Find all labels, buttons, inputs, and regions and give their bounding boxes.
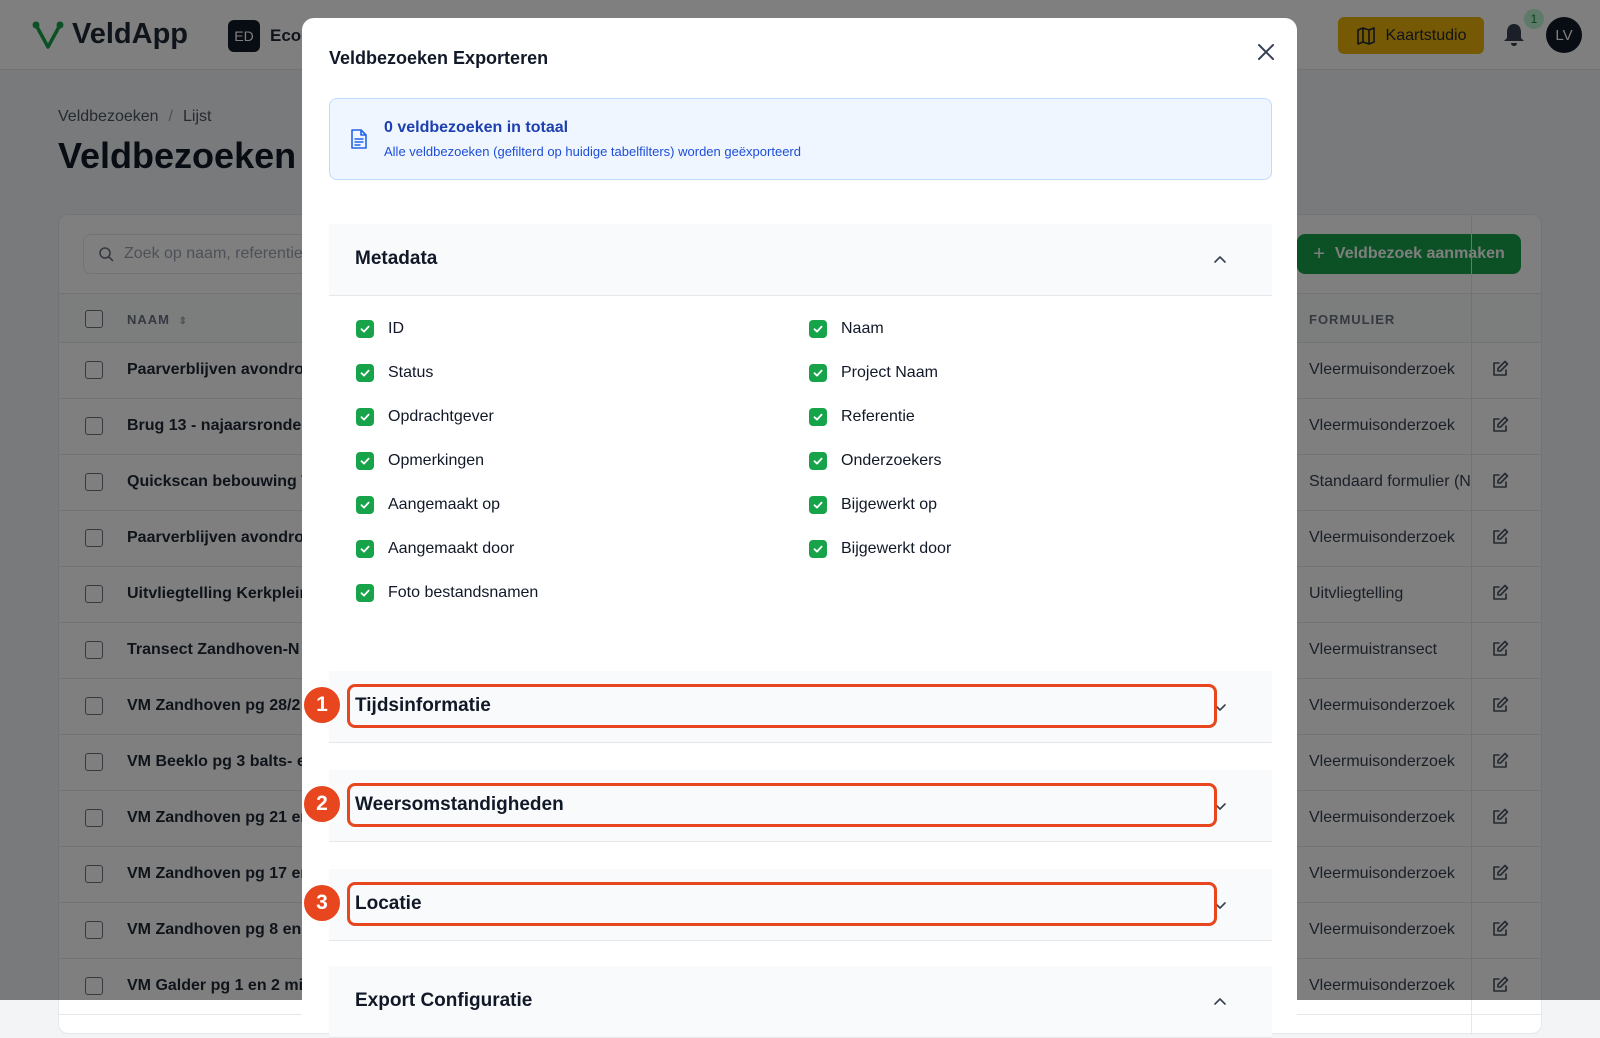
checkmark-icon bbox=[359, 587, 371, 599]
metadata-field-foto-bestandsnamen[interactable] bbox=[356, 584, 538, 602]
field-label: Aangemaakt door bbox=[388, 540, 515, 557]
locatie-section-title: Locatie bbox=[355, 893, 422, 914]
checkmark-icon bbox=[812, 411, 824, 423]
checkmark-icon bbox=[812, 499, 824, 511]
field-checkbox[interactable] bbox=[809, 408, 827, 426]
checkmark-icon bbox=[359, 323, 371, 335]
weersomstandigheden-section-title: Weersomstandigheden bbox=[355, 794, 564, 815]
metadata-field-aangemaakt-door[interactable] bbox=[356, 540, 514, 558]
chevron-up-icon bbox=[1211, 993, 1229, 1011]
highlight-box-tijdsinformatie bbox=[347, 684, 1217, 728]
field-label: Status bbox=[388, 364, 434, 381]
field-label: Naam bbox=[841, 320, 884, 337]
highlight-box-weersomstandigheden bbox=[347, 783, 1217, 827]
modal-title: Veldbezoeken Exporteren bbox=[329, 48, 549, 68]
field-checkbox[interactable] bbox=[809, 320, 827, 338]
field-label: Opmerkingen bbox=[388, 452, 485, 469]
export-configuratie-section bbox=[329, 966, 1272, 1038]
checkmark-icon bbox=[812, 367, 824, 379]
chevron-up-icon bbox=[1211, 251, 1229, 269]
step-marker-1: 1 bbox=[302, 685, 342, 725]
metadata-field-opmerkingen[interactable] bbox=[356, 452, 484, 470]
tijdsinformatie-section-title: Tijdsinformatie bbox=[355, 695, 491, 716]
field-checkbox[interactable] bbox=[356, 364, 374, 382]
metadata-field-onderzoekers[interactable] bbox=[809, 452, 942, 470]
highlight-box-locatie bbox=[347, 882, 1217, 926]
metadata-field-status[interactable] bbox=[356, 364, 433, 382]
checkmark-icon bbox=[812, 455, 824, 467]
checkmark-icon bbox=[812, 543, 824, 555]
step-marker-2: 2 bbox=[302, 784, 342, 824]
field-checkbox[interactable] bbox=[356, 584, 374, 602]
field-checkbox[interactable] bbox=[356, 452, 374, 470]
field-label: Project Naam bbox=[841, 364, 938, 381]
field-label: Aangemaakt op bbox=[388, 496, 501, 513]
export-modal bbox=[302, 18, 1297, 1018]
checkmark-icon bbox=[359, 367, 371, 379]
field-label: Bijgewerkt op bbox=[841, 496, 938, 513]
checkmark-icon bbox=[359, 543, 371, 555]
checkmark-icon bbox=[359, 499, 371, 511]
metadata-field-opdrachtgever[interactable] bbox=[356, 408, 494, 426]
field-checkbox[interactable] bbox=[809, 496, 827, 514]
checkmark-icon bbox=[812, 323, 824, 335]
field-label: Opdrachtgever bbox=[388, 408, 494, 425]
metadata-field-bijgewerkt-door[interactable] bbox=[809, 540, 951, 558]
field-label: Bijgewerkt door bbox=[841, 540, 952, 557]
field-label: Onderzoekers bbox=[841, 452, 942, 469]
metadata-section-header[interactable] bbox=[329, 224, 1272, 296]
checkmark-icon bbox=[359, 455, 371, 467]
export-count-subtitle: Alle veldbezoeken (gefilterd op huidige tabelfilters) worden geëxporteerd bbox=[384, 144, 801, 159]
checkmark-icon bbox=[359, 411, 371, 423]
close-icon[interactable] bbox=[1254, 40, 1278, 64]
metadata-field-project-naam[interactable] bbox=[809, 364, 938, 382]
document-icon bbox=[350, 128, 368, 150]
metadata-field-aangemaakt-op[interactable] bbox=[356, 496, 500, 514]
export-count-title: 0 veldbezoeken in totaal bbox=[384, 119, 569, 136]
export-configuratie-section-title: Export Configuratie bbox=[355, 990, 533, 1011]
export-configuratie-section-header[interactable] bbox=[329, 966, 1272, 1038]
field-checkbox[interactable] bbox=[809, 540, 827, 558]
field-label: Referentie bbox=[841, 408, 915, 425]
field-checkbox[interactable] bbox=[356, 320, 374, 338]
step-marker-3: 3 bbox=[302, 883, 342, 923]
metadata-field-bijgewerkt-op[interactable] bbox=[809, 496, 937, 514]
metadata-field-id[interactable] bbox=[356, 320, 404, 338]
field-checkbox[interactable] bbox=[356, 496, 374, 514]
metadata-field-referentie[interactable] bbox=[809, 408, 915, 426]
field-checkbox[interactable] bbox=[356, 408, 374, 426]
export-info-box bbox=[329, 98, 1272, 180]
metadata-section bbox=[329, 224, 1272, 654]
field-checkbox[interactable] bbox=[809, 364, 827, 382]
metadata-section-title: Metadata bbox=[355, 248, 438, 269]
field-label: ID bbox=[388, 320, 404, 337]
field-label: Foto bestandsnamen bbox=[388, 584, 539, 601]
field-checkbox[interactable] bbox=[809, 452, 827, 470]
metadata-field-naam[interactable] bbox=[809, 320, 884, 338]
field-checkbox[interactable] bbox=[356, 540, 374, 558]
